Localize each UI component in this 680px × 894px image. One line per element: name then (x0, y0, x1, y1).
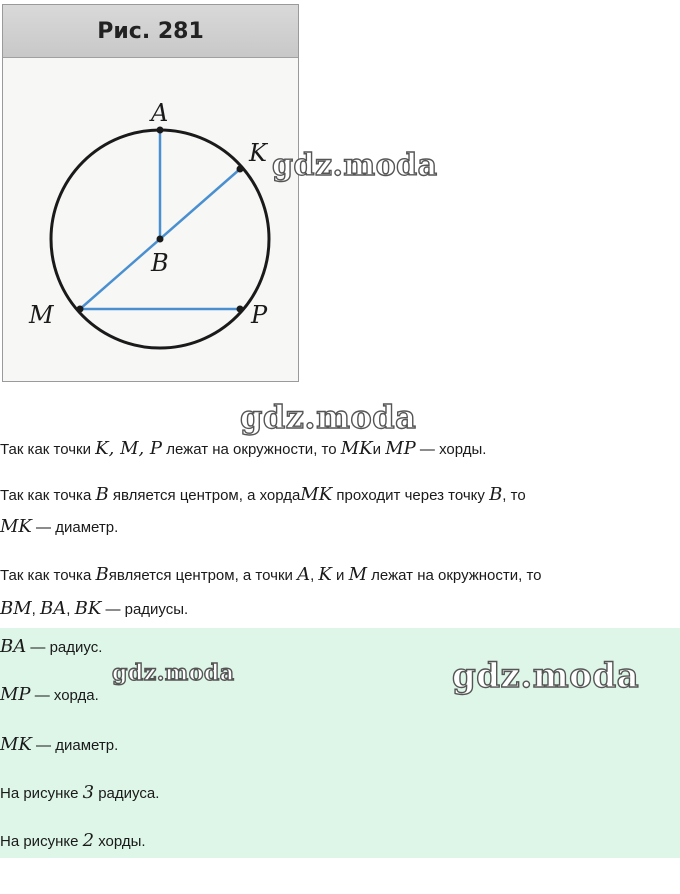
label-b: B (151, 249, 169, 277)
math: B (489, 484, 503, 505)
math: M (348, 564, 368, 585)
label-p: P (251, 301, 268, 329)
figure-281 (2, 4, 299, 382)
point-k (237, 166, 244, 173)
answer-line (0, 684, 99, 705)
math: MP (0, 684, 31, 705)
circle-diagram (3, 57, 298, 381)
paragraph-2-cont (0, 516, 118, 537)
watermark: gdz.moda (452, 656, 640, 696)
text: , (310, 567, 319, 584)
text: — диаметр. (31, 519, 119, 536)
text: и (372, 441, 386, 458)
text: На рисунке (0, 833, 83, 850)
text: На рисунке (0, 785, 83, 802)
math: BA (0, 636, 27, 657)
math: BM (0, 598, 32, 619)
math: MK (340, 438, 373, 459)
text: лежат на окружности, то (367, 567, 542, 584)
text: радиуса. (94, 785, 160, 802)
math: 3 (82, 782, 95, 803)
answer-line (0, 830, 146, 851)
text: , (66, 601, 75, 618)
answer-line (0, 782, 159, 803)
text: хорды. (94, 833, 146, 850)
answer-line (0, 734, 118, 755)
paragraph-2 (0, 484, 526, 505)
math: MK (0, 516, 32, 537)
math: K (318, 564, 332, 585)
text: , то (502, 487, 526, 504)
text: является центром, а точки (108, 567, 298, 584)
text: — радиус. (26, 639, 103, 656)
paragraph-3-cont (0, 598, 188, 619)
point-m (77, 306, 84, 313)
math: 2 (82, 830, 95, 851)
math: B (95, 484, 109, 505)
text: — радиусы. (101, 601, 189, 618)
watermark: gdz.moda (240, 398, 417, 436)
text: проходит через точку (332, 487, 490, 504)
math: BA (40, 598, 67, 619)
text: — хорды. (415, 441, 487, 458)
label-k: K (249, 139, 267, 167)
text: Так как точки (0, 441, 96, 458)
text: и (331, 567, 349, 584)
math: A (297, 564, 311, 585)
text: является центром, а хорда (108, 487, 301, 504)
paragraph-1 (0, 438, 486, 459)
point-p (237, 306, 244, 313)
math: MK (0, 734, 32, 755)
label-m: M (29, 301, 54, 329)
text: Так как точка (0, 567, 96, 584)
watermark: gdz.moda (112, 660, 235, 686)
math: MK (300, 484, 333, 505)
text: , (31, 601, 41, 618)
answer-line (0, 636, 102, 657)
math: BK (74, 598, 102, 619)
text: лежат на окружности, то (162, 441, 341, 458)
point-b (157, 236, 164, 243)
paragraph-3 (0, 564, 542, 585)
figure-header (3, 5, 298, 58)
point-a (157, 127, 164, 134)
text: Так как точка (0, 487, 96, 504)
math: K, M, P (95, 438, 163, 459)
text: — хорда. (30, 687, 99, 704)
label-a: A (151, 99, 169, 127)
watermark: gdz.moda (272, 148, 438, 183)
math: MP (385, 438, 416, 459)
figure-title: Рис. 281 (97, 18, 204, 44)
math: B (95, 564, 109, 585)
text: — диаметр. (31, 737, 119, 754)
